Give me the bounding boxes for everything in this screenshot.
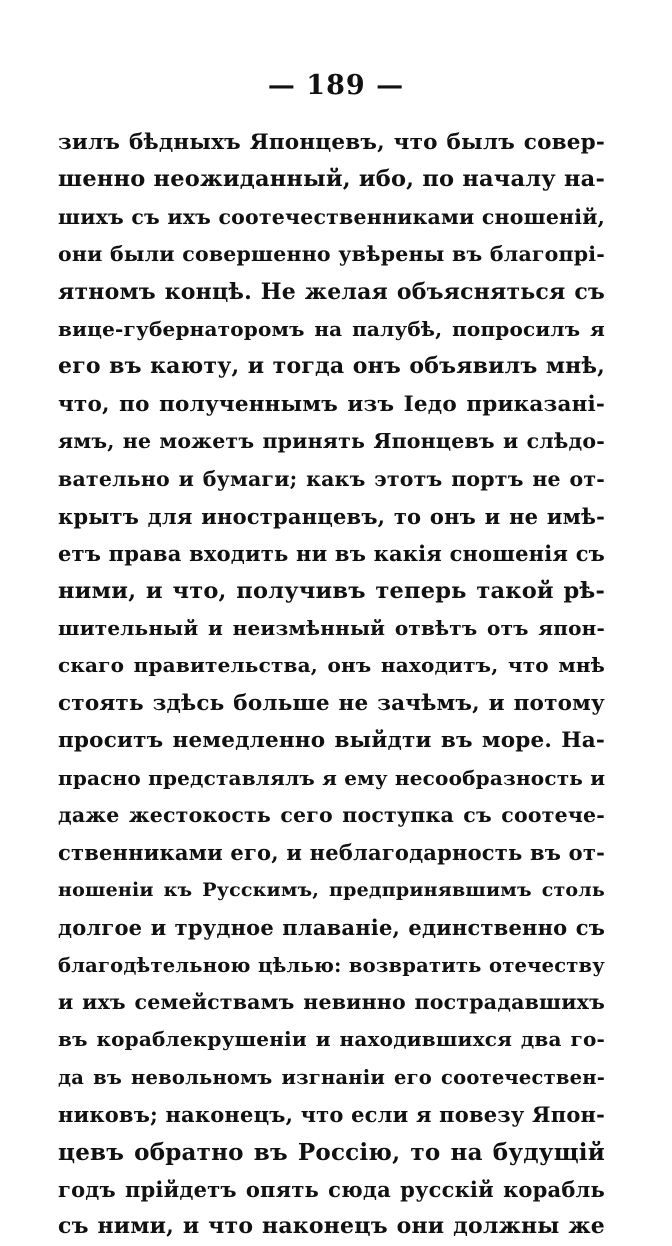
text-line: никовъ; наконецъ, что если я повезу Япон-	[58, 1102, 606, 1128]
text-line: долгое и трудное плаваніе, единственно съ	[58, 915, 605, 941]
text-line: вице-губернаторомъ на палубѣ, попросилъ я	[58, 316, 605, 341]
text-line: вательно и бумаги; какъ этотъ портъ не от-	[58, 466, 605, 491]
text-line: съ ними, и что наконецъ они должны же	[58, 1213, 605, 1240]
text-line: шихъ съ ихъ соотечественниками сношеній,	[58, 204, 605, 229]
text-line: да въ невольномъ изгнаніи его соотечествен-	[58, 1065, 605, 1089]
text-line: и ихъ семействамъ невинно пострадавшихъ	[58, 989, 605, 1014]
text-line: годъ прійдетъ опять сюда русскій корабль	[58, 1176, 605, 1202]
text-line: ношеніи къ Русскимъ, предпринявшимъ столь	[58, 878, 605, 901]
text-line: стоять здѣсь больше не зачѣмъ, и потому	[58, 690, 605, 716]
text-line: етъ права входить ни въ какія сношенія съ	[58, 541, 605, 567]
text-line: даже жестокость сего поступка съ соотече-	[58, 803, 605, 828]
text-line: они были совершенно увѣрены въ благопрі-	[58, 242, 605, 267]
text-line: зилъ бѣдныхъ Японцевъ, что былъ совер-	[58, 130, 605, 155]
text-line: его въ каюту, и тогда онъ объявилъ мнѣ,	[58, 353, 605, 380]
text-line: ятномъ концѣ. Не желая объясняться съ	[58, 278, 605, 305]
text-line: ственниками его, и неблагодарность въ от-	[58, 840, 605, 866]
text-line: ямъ, не можетъ принять Японцевъ и слѣдо-	[58, 429, 605, 454]
text-line: прасно представлялъ я ему несообразность и	[58, 765, 606, 790]
text-line: шенно неожиданный, ибо, по началу на-	[58, 166, 605, 193]
text-line: цевъ обратно въ Россію, то на будущій	[58, 1138, 605, 1166]
text-line: проситъ немедленно выйдти въ море. На-	[58, 728, 605, 754]
text-line: шительный и неизмѣнный отвѣтъ отъ япон-	[58, 616, 605, 641]
text-line: въ кораблекрушеніи и находившихся два го-	[58, 1027, 605, 1052]
text-line: скаго правительства, онъ находитъ, что мнѣ	[58, 653, 605, 678]
text-line: ними, и что, получивъ теперь такой рѣ-	[58, 577, 605, 604]
text-line: что, по полученнымъ изъ Іедо приказані-	[58, 391, 605, 417]
body-text	[58, 124, 605, 1246]
page-number: — 189 —	[267, 70, 405, 101]
text-line: благодѣтельною цѣлью: возвратить отечеству	[58, 953, 605, 977]
text-line: крытъ для иностранцевъ, то онъ и не имѣ-	[58, 503, 605, 529]
